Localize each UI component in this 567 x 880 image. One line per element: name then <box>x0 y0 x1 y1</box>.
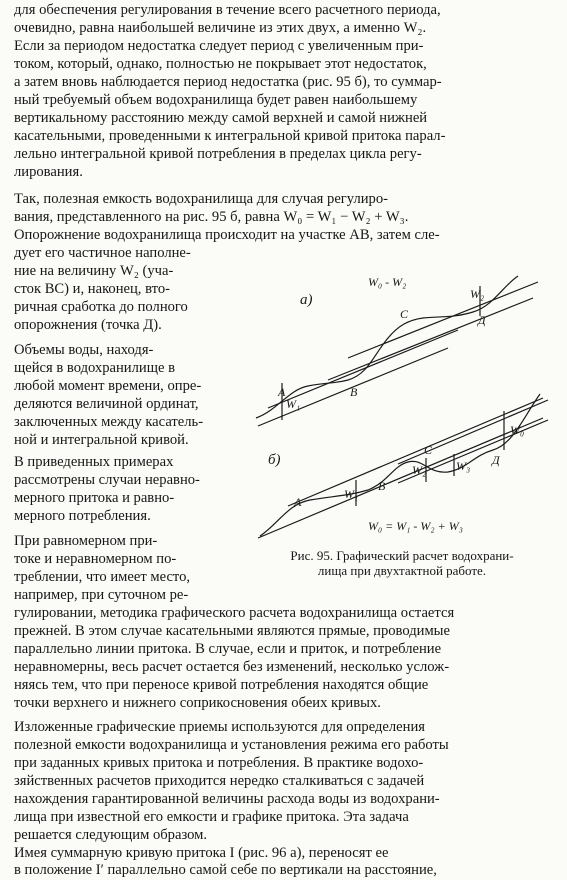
text-line: при заданных кривых притока и потребления. В практике водохо- <box>14 755 424 771</box>
text-line: Объемы воды, находя- <box>14 342 154 358</box>
text-line: вертикальному расстоянию между самой верхней и самой нижней <box>14 110 428 126</box>
w1-label-b: W₁ <box>344 487 359 501</box>
point-b-label-b: В <box>378 479 386 493</box>
point-c-label-b: С <box>424 443 433 457</box>
w2-label-a: W₂ <box>470 287 485 301</box>
text-line: дует его частичное наполне- <box>14 245 191 261</box>
text-line: полезной емкости водохранилища и установления режима его работы <box>14 737 449 753</box>
text-line: для обеспечения регулирования в течение всего расчетного периода, <box>14 2 441 18</box>
text-line: например, при суточном ре- <box>14 587 189 603</box>
caption-line: лища при двухтактной работе. <box>317 563 487 578</box>
text-line: неравномерны, весь расчет остается без изменений, несколько услож- <box>14 659 450 675</box>
text-line: ние на величину W₂ (уча- <box>14 263 174 279</box>
text-line: Так, полезная емкость водохранилища для случая регулиро- <box>14 191 388 207</box>
text-line: гулировании, методика графического расчета водохранилища остается <box>14 605 455 621</box>
text-line: Изложенные графические приемы используются для определения <box>14 719 425 735</box>
text-line: мерного притока и равно- <box>14 490 175 506</box>
text-line: деляются величиной ординат, <box>14 396 199 412</box>
text-line: прежней. В этом случае касательными являются прямые, проводимые <box>14 623 450 639</box>
text-line: При равномерном при- <box>14 533 158 549</box>
figure-95 <box>248 268 554 546</box>
label-b: б) <box>268 452 281 468</box>
w2-label-b: W₂ <box>412 463 427 477</box>
text-line: Если за периодом недостатка следует период с увеличенным при- <box>14 38 424 54</box>
w3-label-b: W₃ <box>456 459 471 473</box>
point-a-label: А <box>278 385 286 399</box>
text-line: ной и интегральной кривой. <box>14 432 189 448</box>
text-line: няясь тем, что при переносе кривой потребления находятся общие <box>14 677 429 693</box>
formula-b: W₀ = W₁ - W₂ + W₃ <box>368 519 463 533</box>
text-line: зяйственных расчетов приходится нередко сталкиваться с задачей <box>14 773 425 789</box>
text-line: рассмотрены случаи неравно- <box>14 472 200 488</box>
point-c-label: С <box>400 307 409 321</box>
text-line: в положение I′ параллельно самой себе по вертикали на расстояние, <box>14 862 437 878</box>
text-line: параллельно линии притока. В случае, если и приток, и потребление <box>14 641 442 657</box>
formula-a: W₀ - W₂ <box>368 275 407 289</box>
point-b-label: В <box>350 385 358 399</box>
figure-diagram <box>248 268 554 546</box>
text-line: токе и неравномерном по- <box>14 551 177 567</box>
text-line: касательными, проведенными к интегральной кривой притока парал- <box>14 128 446 144</box>
tangent-line-b2 <box>288 398 543 506</box>
text-line: щейся в водохранилище в <box>14 360 175 376</box>
text-line: В приведенных примерах <box>14 454 174 470</box>
text-line: вания, представленного на рис. 95 б, равна W₀ = W₁ − W₂ + W₃. <box>14 209 409 225</box>
text-line: лища при известной его емкости и графике притока. Эта задача <box>14 809 409 825</box>
text-line: ный требуемый объем водохранилища будет равен наибольшему <box>14 92 418 108</box>
tangent-line-b4 <box>398 400 548 464</box>
tangent-line-a4 <box>348 282 538 358</box>
text-line: Опорожнение водохранилища происходит на участке АВ, затем сле- <box>14 227 440 243</box>
caption-line: Рис. 95. Графический расчет водохрани- <box>290 548 514 563</box>
text-line: лирования. <box>14 164 83 180</box>
text-line: треблении, что имеет место, <box>14 569 191 585</box>
figure-caption <box>252 548 552 578</box>
text-line: сток ВС) и, наконец, вто- <box>14 281 170 297</box>
text-line: заключенных между касатель- <box>14 414 204 430</box>
text-line: любой момент времени, опре- <box>14 378 202 394</box>
text-line: нахождения гарантированной величины расхода воды из водохрани- <box>14 791 440 807</box>
w1-label-a: W₁ <box>286 397 301 411</box>
text-line: решается следующим образом. <box>14 827 208 843</box>
point-d-label-b: Д <box>492 453 500 467</box>
text-line: очевидно, равна наибольшей величине из этих двух, а именно W₂. <box>14 20 427 36</box>
text-line: точки верхнего и нижнего соприкосновения обеих кривых. <box>14 695 381 711</box>
label-a: а) <box>300 292 313 308</box>
point-a-label-b: А <box>294 495 302 509</box>
text-line: лельно интегральной кривой потребления в пределах цикла регу- <box>14 146 422 162</box>
point-d-label: Д <box>478 313 486 327</box>
w0-label-b: W₀ <box>510 423 525 437</box>
text-line: Имея суммарную кривую притока I (рис. 96 а), переносят ее <box>14 845 389 861</box>
text-line: опорожнения (точка Д). <box>14 317 162 333</box>
tangent-line-a3 <box>328 298 533 380</box>
text-line: а затем вновь наблюдается период недостатка (рис. 95 б), то суммар- <box>14 74 442 90</box>
text-line: током, который, однако, полностью не покрывает этот недостаток, <box>14 56 427 72</box>
text-line: ричная сработка до полного <box>14 299 188 315</box>
text-line: мерного потребления. <box>14 508 151 524</box>
